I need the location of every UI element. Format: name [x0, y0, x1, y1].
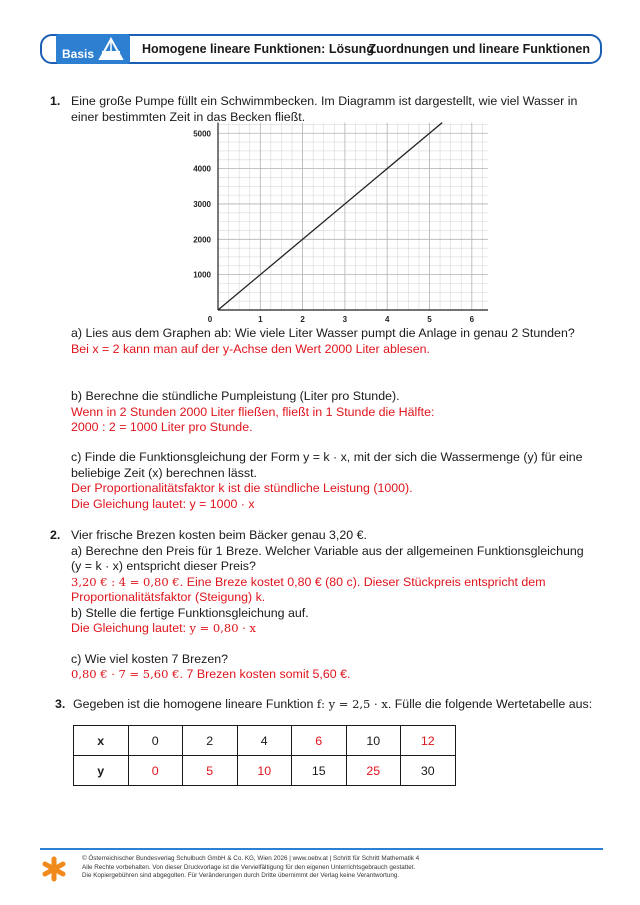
task2-body — [71, 528, 584, 683]
task2-a-question-line1: a) Berechne den Preis für 1 Breze. Welcher Variable aus der allgemeinen Funktionsgleichung — [71, 543, 584, 558]
value-table-y-cell: 15 — [292, 756, 347, 786]
task2-b-question: b) Stelle die fertige Funktionsgleichung auf. — [71, 605, 309, 620]
task1-intro-line2: einer bestimmten Zeit in das Becken fließt. — [71, 109, 306, 124]
task2-a-question-line2: (y = k · x) entspricht dieser Preis? — [71, 559, 256, 573]
value-table-row-y — [74, 756, 456, 786]
y-tick-label: 3000 — [193, 199, 211, 209]
x-tick-label: 6 — [469, 315, 475, 324]
task2-a-answer-line2: Proportionalitätsfaktor (Steigung) k. — [71, 590, 266, 604]
task1-intro-line1: Eine große Pumpe füllt ein Schwimmbecken. Im Diagramm ist dargestellt, wie viel Wasser in — [71, 94, 578, 108]
task1-a — [71, 326, 575, 357]
value-table-x-cell: 4 — [237, 726, 292, 756]
x-tick-label: 1 — [258, 315, 263, 324]
x-tick-label: 0 — [207, 315, 213, 324]
value-table-header-x: x — [74, 726, 129, 756]
x-tick-label: 4 — [384, 315, 390, 324]
task1-number: 1. — [50, 94, 61, 108]
y-tick-label: 5000 — [193, 129, 211, 139]
value-table-y-cell: 10 — [237, 756, 292, 786]
task2-c-answer — [71, 667, 584, 683]
task1-c — [71, 450, 583, 512]
value-table-x-cell: 2 — [183, 726, 238, 756]
task2-a-answer-math: 3,20 € : 4 = 0,80 €. — [71, 574, 184, 589]
level-triangle-icon — [98, 37, 124, 61]
task1-a-question: a) Lies aus dem Graphen ab: Wie viele Liter Wasser pumpt die Anlage in genau 2 Stunden? — [71, 326, 575, 340]
worksheet-title: Homogene lineare Funktionen: Lösung — [142, 42, 374, 56]
task2-a-answer-text: Eine Breze kostet 0,80 € (80 c). Dieser Stückpreis entspricht dem — [183, 574, 546, 589]
value-table-y-cell: 30 — [401, 756, 456, 786]
value-table-y-cell: 5 — [183, 756, 238, 786]
task1-c-answer-line2: Die Gleichung lautet: y = 1000 · x — [71, 496, 255, 511]
value-table-row-x — [74, 726, 456, 756]
task1-a-answer: Bei x = 2 kann man auf der y-Achse den Wert 2000 Liter ablesen. — [71, 341, 430, 356]
task1-b-question: b) Berechne die stündliche Pumpleistung (Liter pro Stunde). — [71, 389, 400, 403]
y-tick-label: 2000 — [193, 235, 211, 245]
task2-a-answer-line1 — [71, 575, 584, 591]
worksheet-header — [40, 34, 602, 64]
footer-line2: Alle Rechte vorbehalten. Von dieser Druckvorlage ist die Vervielfältigung für den eigenen Unterrichtsgebrauch gestattet. — [82, 863, 416, 871]
level-badge-label: Basis — [62, 47, 95, 61]
task2-c-answer-text: 7 Brezen kosten somit 5,60 €. — [183, 667, 351, 681]
task3-number: 3. — [55, 697, 66, 711]
task2-b-answer-text: Die Gleichung lautet: — [71, 621, 190, 635]
task3-text-after: . Fülle die folgende Wertetabelle aus: — [387, 697, 593, 711]
y-tick-label: 4000 — [193, 164, 211, 174]
task3-text — [73, 697, 592, 713]
task2-b-answer — [71, 621, 584, 637]
task2-c-answer-math: 0,80 € · 7 = 5,60 €. — [71, 667, 184, 681]
water-pump-chart — [188, 121, 488, 326]
footer-divider — [40, 848, 603, 850]
task2-c-question: c) Wie viel kosten 7 Brezen? — [71, 651, 229, 666]
task3-function: f: y = 2,5 · x — [316, 697, 388, 711]
x-tick-label: 2 — [300, 315, 305, 324]
footer-copyright — [82, 855, 419, 881]
footer-line3: Die Kopiergebühren sind abgegolten. Für Veränderungen durch Dritte übernimmt der Verlag keine Verantwortung. — [82, 872, 400, 880]
value-table-x-cell: 10 — [346, 726, 401, 756]
value-table-x-cell: 12 — [401, 726, 456, 756]
footer-line1: © Österreichischer Bundesverlag Schulbuch GmbH & Co. KG, Wien 2026 | www.oebv.at | Schritt für Schritt Mathematik 4 — [82, 855, 420, 862]
task1-c-question-line1: c) Finde die Funktionsgleichung der Form y = k · x, mit der sich die Wassermenge (y) für eine — [71, 450, 583, 464]
value-table-y-cell: 0 — [128, 756, 183, 786]
task2-intro: Vier frische Brezen kosten beim Bäcker genau 3,20 €. — [71, 528, 367, 542]
task1-c-question-line2: beliebige Zeit (x) berechnen lässt. — [71, 465, 257, 480]
y-tick-label: 1000 — [193, 270, 211, 280]
task1-b — [71, 389, 434, 436]
task1-c-answer-line1: Der Proportionalitätsfaktor k ist die stündliche Leistung (1000). — [71, 481, 413, 495]
task1-b-answer-line1: Wenn in 2 Stunden 2000 Liter fließen, fließt in 1 Stunde die Hälfte: — [71, 404, 435, 419]
task2-number: 2. — [50, 528, 61, 542]
value-table-y-cell: 25 — [346, 756, 401, 786]
worksheet-topic: Zuordnungen und lineare Funktionen — [368, 42, 590, 56]
value-table-x-cell: 6 — [292, 726, 347, 756]
x-tick-label: 3 — [342, 315, 348, 324]
value-table — [73, 725, 456, 786]
task3-text-before: Gegeben ist die homogene lineare Funktion — [73, 697, 317, 711]
task2-b-answer-math: y = 0,80 · x — [189, 621, 256, 635]
publisher-logo-icon — [40, 855, 68, 883]
x-tick-label: 5 — [427, 315, 432, 324]
task1-b-answer-line2: 2000 : 2 = 1000 Liter pro Stunde. — [71, 420, 253, 434]
level-badge — [56, 34, 130, 64]
value-table-x-cell: 0 — [128, 726, 183, 756]
value-table-header-y: y — [74, 756, 129, 786]
